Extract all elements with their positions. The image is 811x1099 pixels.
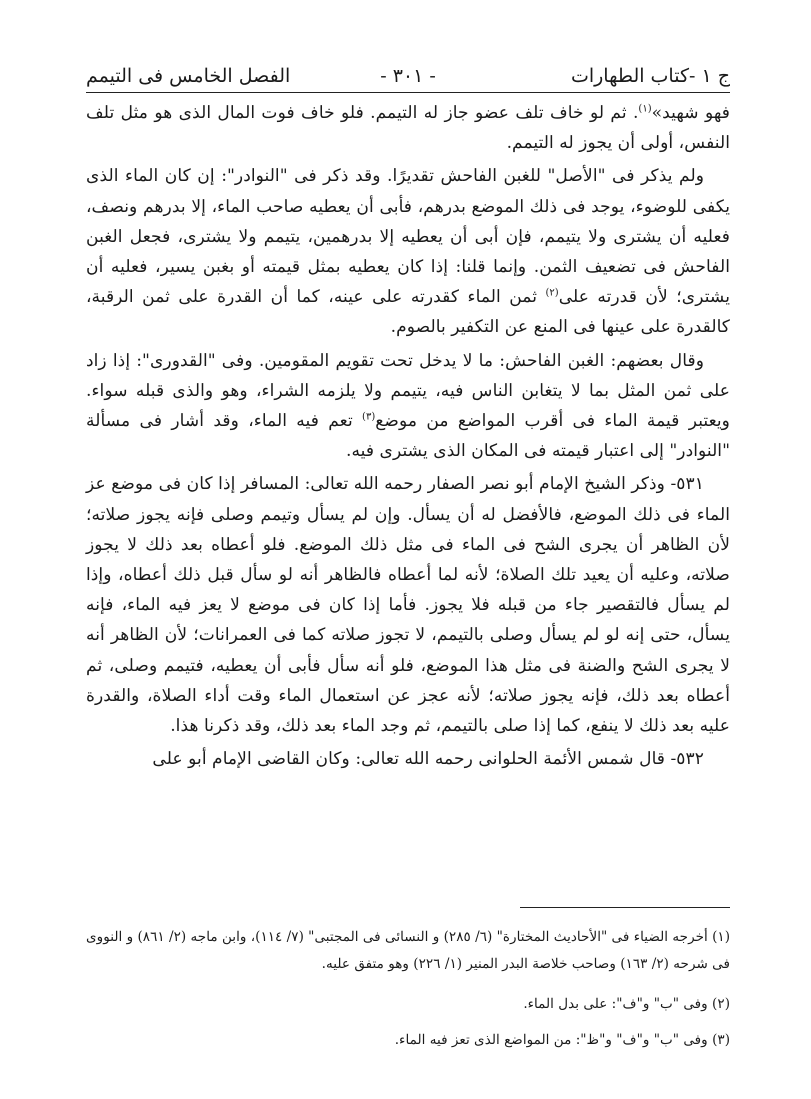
text-run: وقال بعضهم: الغبن الفاحش: ما لا يدخل تحت تقويم المقومين. وفى "القدورى": إذا زاد على ثمن المثل بما لا يتغابن الناس فيه، يتيمم ولا يلزمه الشراء، وهو والذى قبله سواء. ويعتبر قيمة الماء فى أقرب المواضع من موضع — [86, 350, 730, 432]
page-number: - ٣٠١ - — [380, 65, 436, 87]
main-text — [86, 98, 730, 774]
paragraph — [86, 346, 730, 467]
footnote-ref: (١) — [638, 103, 652, 115]
footnote: (٣) وفى "ب" و"ف" و"ظ": من المواضع الذى تعز فيه الماء. — [394, 1032, 730, 1048]
chapter-title: الفصل الخامس فى التيمم — [86, 65, 291, 87]
paragraph — [86, 161, 730, 342]
footnotes — [86, 924, 730, 1063]
text-run: ولم يذكر فى "الأصل" للغبن الفاحش تقديرًا. وقد ذكر فى "النوادر": إن كان الماء الذى يكفى للوضوء، يوجد فى ذلك الموضع بدرهم، فأبى أن يعطيه صاحب الماء، إلا بدرهم ونصف، فعليه أن يشترى ولا يتيمم، فإن أبى أن يعطيه إلا بدرهمين، يتيمم ولا يشترى، فجعل الغبن الفاحش فى تضعيف الثمن. وإنما قلنا: إذا كان يعطيه بمثل قيمته أو بغبن يسير، فعليه أن يشترى؛ لأن قدرته على — [86, 166, 730, 308]
footnote-separator — [520, 907, 730, 908]
paragraph — [86, 98, 730, 158]
book-title: ج ١ -كتاب الطهارات — [570, 65, 730, 87]
paragraph: ٥٣١- وذكر الشيخ الإمام أبو نصر الصفار رحمه الله تعالى: المسافر إذا كان فى موضع عز الماء فى ذلك الموضع، فالأفضل له أن يسأل. وإن لم يسأل وتيمم وصلى فإنه يجوز صلاته؛ لأن الظاهر أن يجرى الشح فى الماء فى مثل ذلك الموضع. فلو أعطاه بعد ذلك لا يجوز صلاته، وعليه أن يعيد تلك الصلاة؛ لأنه لما أعطاه فالظاهر أنه لو سأل قبل ذلك أعطاه، وإذا لم يسأل فالتقصير جاء من قبله فلا يجوز. فأما إذا كان فى موضع لا يعز فيه الماء، فإنه يسأل، حتى إنه لو لم يسأل وصلى بالتيمم، لا تجوز صلاته كما فى العمرانات؛ لأن الظاهر أنه لا يجرى الشح والضنة فى مثل هذا الموضع، فلو أنه سأل فأبى أن يعطيه، فتيمم وصلى، ثم أعطاه بعد ذلك، فإنه يجوز صلاته؛ لأنه عجز عن استعمال الماء وقت أداء الصلاة، والقدرة عليه بعد ذلك لا ينفع، كما إذا صلى بالتيمم، ثم وجد الماء بعد ذلك، وقد ذكرنا هذا. — [86, 474, 730, 737]
text-run: فهو شهيد» — [651, 103, 730, 123]
text-run: ثمن الماء كقدرته على عينه، كما أن القدرة على ثمن الرقبة، كالقدرة على عينها فى المنع عن التكفير بالصوم. — [86, 287, 730, 338]
footnote-ref: (٢) — [545, 287, 559, 299]
text-run: تعم فيه الماء، وقد أشار فى مسألة "النوادر" إلى اعتبار قيمته فى المكان الذى يشترى فيه. — [86, 411, 730, 462]
footnote-ref: (٣) — [362, 411, 376, 423]
footnote: (١) أخرجه الضياء فى "الأحاديث المختارة" (٦/ ٢٨٥) و النسائى فى المجتبى" (٧/ ١١٤)، وابن ماجه (٢/ ٨٦١) و النووى فى شرحه (٢/ ١٦٣) وصاحب خلاصة البدر المنير (١/ ٢٢٦) وهو متفق عليه. — [86, 929, 730, 972]
paragraph: ٥٣٢- قال شمس الأئمة الحلوانى رحمه الله تعالى: وكان القاضى الإمام أبو على — [152, 749, 704, 770]
text-run: . ثم لو خاف تلف عضو جاز له التيمم. فلو خاف فوت المال الذى هو مثل تلف النفس، أولى أن يجوز له التيمم. — [86, 103, 730, 154]
running-header — [86, 58, 730, 93]
footnote: (٢) وفى "ب" و"ف": على بدل الماء. — [523, 996, 730, 1012]
